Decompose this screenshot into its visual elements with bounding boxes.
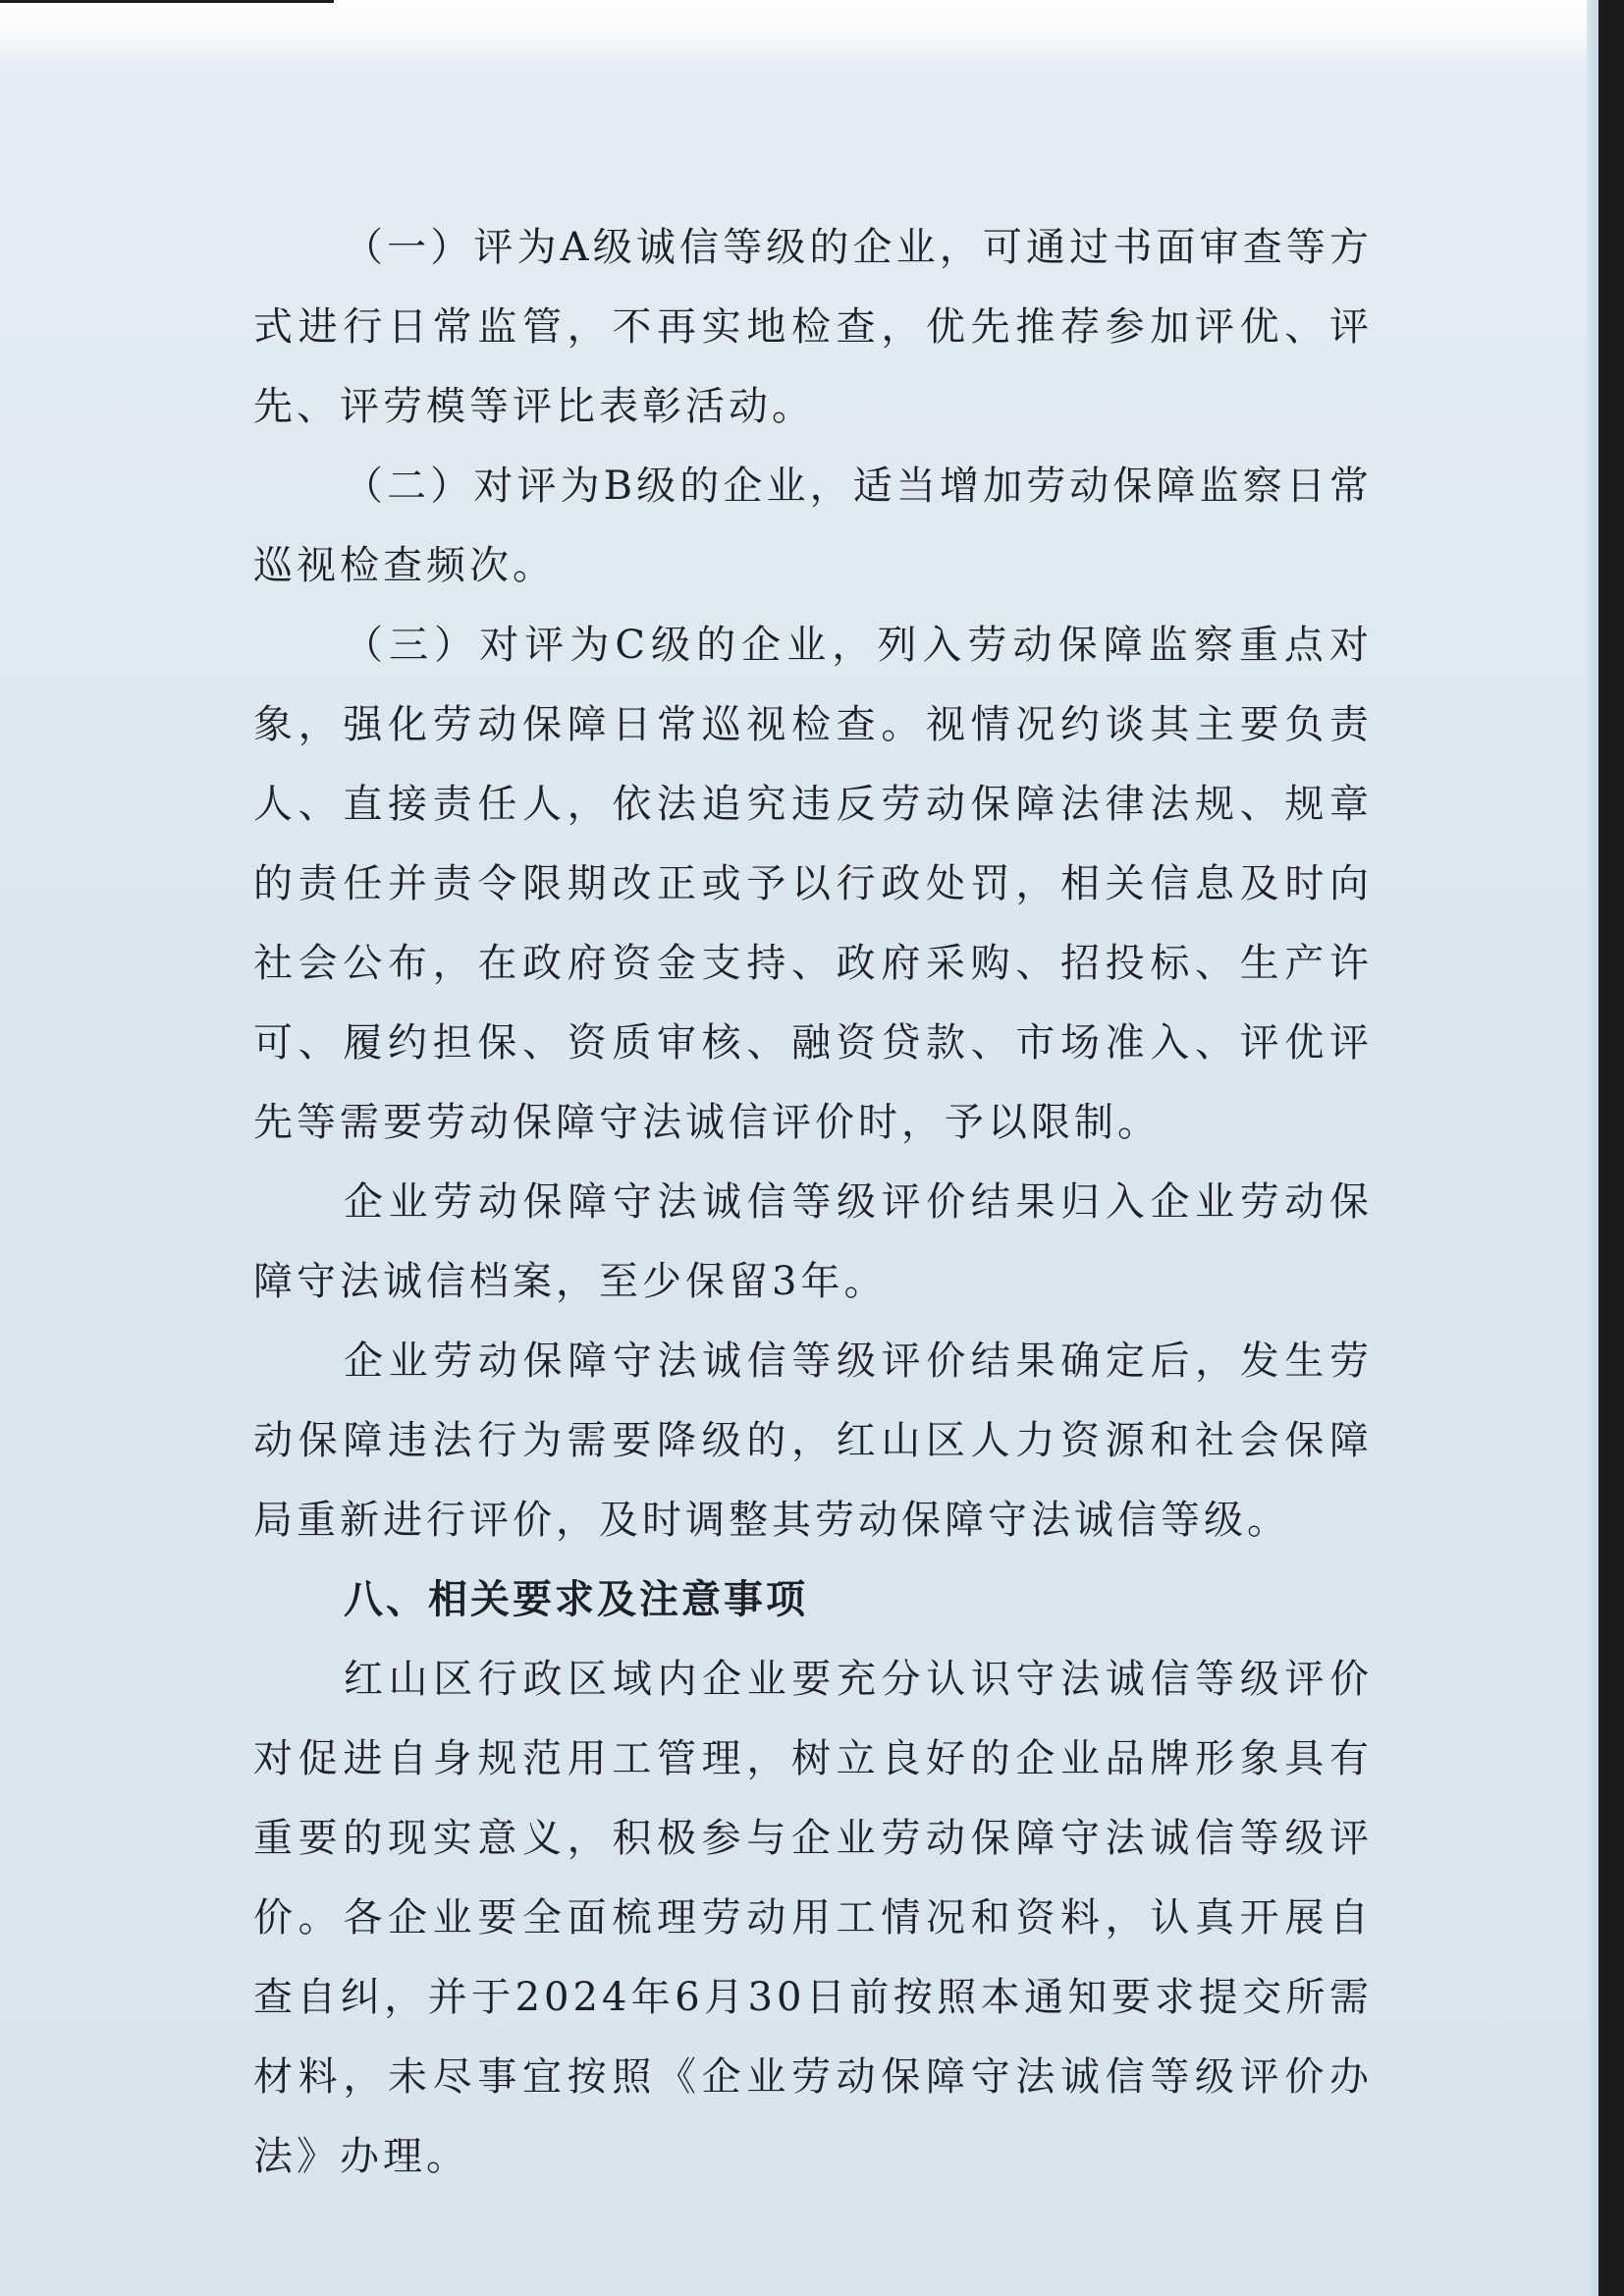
paragraph-requirements: 红山区行政区域内企业要充分认识守法诚信等级评价对促进自身规范用工管理，树立良好的企业品牌形象具有重要的现实意义，积极参与企业劳动保障守法诚信等级评价。各企业要全面梳理劳动用工情况和资料，认真开展自查自纠，并于2024年6月30日前按照本通知要求提交所需材料，未尽事宜按照《企业劳动保障守法诚信等级评价办法》办理。 xyxy=(253,1657,1373,2179)
paragraph-archive: 企业劳动保障守法诚信等级评价结果归入企业劳动保障守法诚信档案，至少保留3年。 xyxy=(253,1179,1373,1304)
paragraph-grade-c: （三）对评为C级的企业，列入劳动保障监察重点对象，强化劳动保障日常巡视检查。视情况约谈其主要负责人、直接责任人，依法追究违反劳动保障法律法规、规章的责任并责令限期改正或予以行政处罚，相关信息及时向社会公布，在政府资金支持、政府采购、招投标、生产许可、履约担保、资质审核、融资贷款、市场准入、评优评先等需要劳动保障守法诚信评价时，予以限制。 xyxy=(253,623,1373,1145)
paragraph-grade-a: （一）评为A级诚信等级的企业，可通过书面审查等方式进行日常监管，不再实地检查，优先推荐参加评优、评先、评劳模等评比表彰活动。 xyxy=(253,225,1373,429)
scan-edge-shadow xyxy=(0,0,334,3)
page-right-edge xyxy=(1587,0,1598,2296)
paragraph-downgrade: 企业劳动保障守法诚信等级评价结果确定后，发生劳动保障违法行为需要降级的，红山区人力资源和社会保障局重新进行评价，及时调整其劳动保障守法诚信等级。 xyxy=(253,1339,1373,1543)
paragraph-grade-b: （二）对评为B级的企业，适当增加劳动保障监察日常巡视检查频次。 xyxy=(253,464,1373,588)
section-heading: 八、相关要求及注意事项 xyxy=(344,1577,808,1622)
page-top-margin xyxy=(0,0,1598,63)
document-body xyxy=(253,208,1373,2197)
